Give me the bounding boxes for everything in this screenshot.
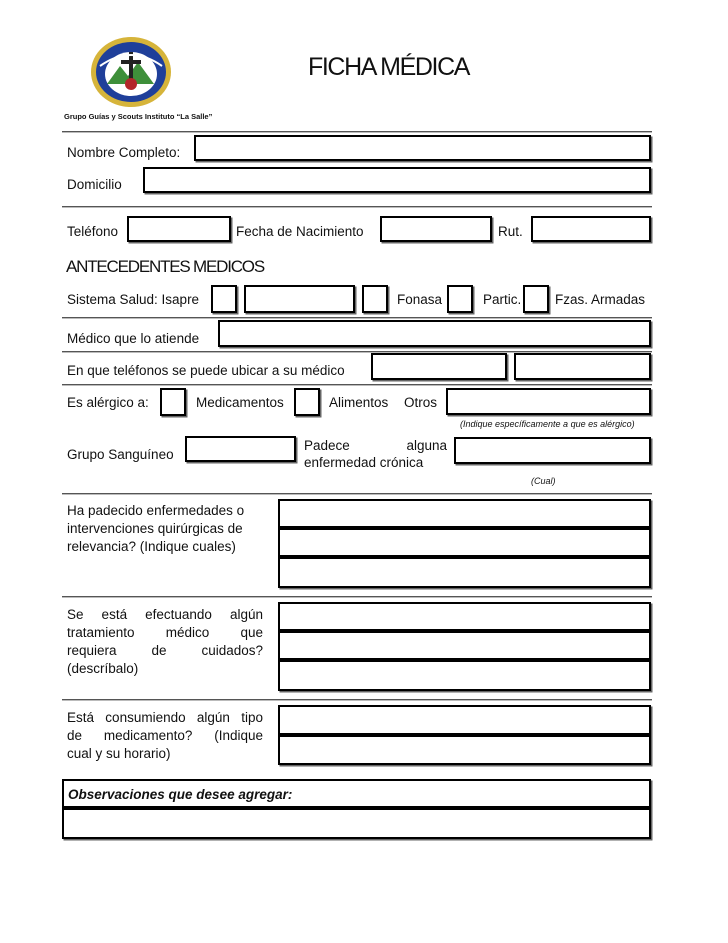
nombre-field[interactable] (194, 135, 651, 161)
q3-label (67, 709, 263, 763)
fonasa-label: Fonasa (397, 292, 443, 307)
isapre-name-field[interactable] (244, 285, 355, 313)
q2-line3: requiera de cuidados? (67, 643, 263, 658)
q3-line1: Está consumiendo algún tipo (67, 710, 263, 725)
medico-label: Médico que lo atiende (67, 331, 200, 346)
observaciones-header (62, 779, 651, 808)
divider (62, 699, 652, 700)
grupo-sanguineo-label: Grupo Sanguíneo (67, 447, 174, 462)
q1-answer-line-2[interactable] (278, 528, 651, 557)
q1-line3: relevancia? (Indique cuales) (67, 539, 236, 554)
q3-line2: de medicamento? (Indique (67, 728, 263, 743)
organization-name: Grupo Guías y Scouts Instituto “La Salle” (64, 112, 213, 121)
alergico-label: Es alérgico a: (67, 395, 149, 410)
antecedentes-heading: ANTECEDENTES MEDICOS (66, 257, 264, 276)
divider (62, 131, 652, 132)
divider (62, 596, 652, 597)
q3-answer-line-1[interactable] (278, 705, 651, 735)
q2-label (67, 606, 263, 678)
q1-label (67, 502, 263, 556)
q2-line4: (descríbalo) (67, 661, 139, 676)
divider (62, 206, 652, 207)
rut-label: Rut. (498, 224, 523, 239)
q1-answer-line-1[interactable] (278, 499, 651, 528)
observaciones-field[interactable] (62, 808, 651, 839)
q2-line2: tratamiento médico que (67, 625, 263, 640)
q3-line3: cual y su horario) (67, 746, 171, 761)
grupo-sanguineo-field[interactable] (185, 436, 296, 462)
telefono-medico-field-2[interactable] (514, 353, 651, 380)
cual-note: (Cual) (531, 476, 556, 486)
q2-answer-line-3[interactable] (278, 660, 651, 691)
divider (62, 493, 652, 494)
alergico-checkbox[interactable] (160, 388, 186, 416)
partic-label: Partic. (483, 292, 522, 307)
rut-field[interactable] (531, 216, 651, 242)
divider (62, 317, 652, 318)
telefono-field[interactable] (127, 216, 231, 242)
domicilio-label: Domicilio (67, 177, 122, 192)
q1-answer-line-3[interactable] (278, 557, 651, 588)
divider (62, 384, 652, 385)
alergia-detalle-field[interactable] (446, 388, 651, 415)
organization-logo (90, 36, 172, 108)
domicilio-field[interactable] (143, 167, 651, 193)
isapre-extra-checkbox[interactable] (362, 285, 388, 313)
fecha-nacimiento-field[interactable] (380, 216, 492, 242)
partic-checkbox[interactable] (523, 285, 549, 313)
isapre-checkbox[interactable] (211, 285, 237, 313)
divider (62, 351, 652, 352)
medicamentos-checkbox[interactable] (294, 388, 320, 416)
medico-field[interactable] (218, 320, 651, 347)
q2-line1: Se está efectuando algún (67, 607, 263, 622)
cronica-label-line1 (304, 438, 447, 454)
fecha-nacimiento-label: Fecha de Nacimiento (236, 224, 364, 239)
observaciones-label: Observaciones que desee agregar: (68, 787, 293, 802)
telefono-medico-field-1[interactable] (371, 353, 507, 380)
q1-line1: Ha padecido enfermedades o (67, 503, 245, 518)
cronica-field[interactable] (454, 437, 651, 464)
alimentos-label: Alimentos (329, 395, 389, 410)
fonasa-checkbox[interactable] (447, 285, 473, 313)
q3-answer-line-2[interactable] (278, 735, 651, 765)
q1-line2: intervenciones quirúrgicas de (67, 521, 243, 536)
cronica-label-line2: enfermedad crónica (304, 455, 424, 470)
alergia-note: (Indique específicamente a que es alérgico) (460, 419, 635, 429)
telefonos-medico-label: En que teléfonos se puede ubicar a su médico (67, 363, 345, 378)
q2-answer-line-1[interactable] (278, 602, 651, 631)
otros-label: Otros (404, 395, 438, 410)
page-title: FICHA MÉDICA (308, 53, 469, 81)
medicamentos-label: Medicamentos (196, 395, 284, 410)
nombre-label: Nombre Completo: (67, 145, 181, 160)
cronica-word-alguna: alguna (406, 438, 447, 453)
telefono-label: Teléfono (67, 224, 119, 239)
fzas-armadas-label: Fzas. Armadas (555, 292, 646, 307)
q2-answer-line-2[interactable] (278, 631, 651, 660)
cronica-word-padece: Padece (304, 438, 350, 453)
sistema-salud-label: Sistema Salud: Isapre (67, 292, 200, 307)
